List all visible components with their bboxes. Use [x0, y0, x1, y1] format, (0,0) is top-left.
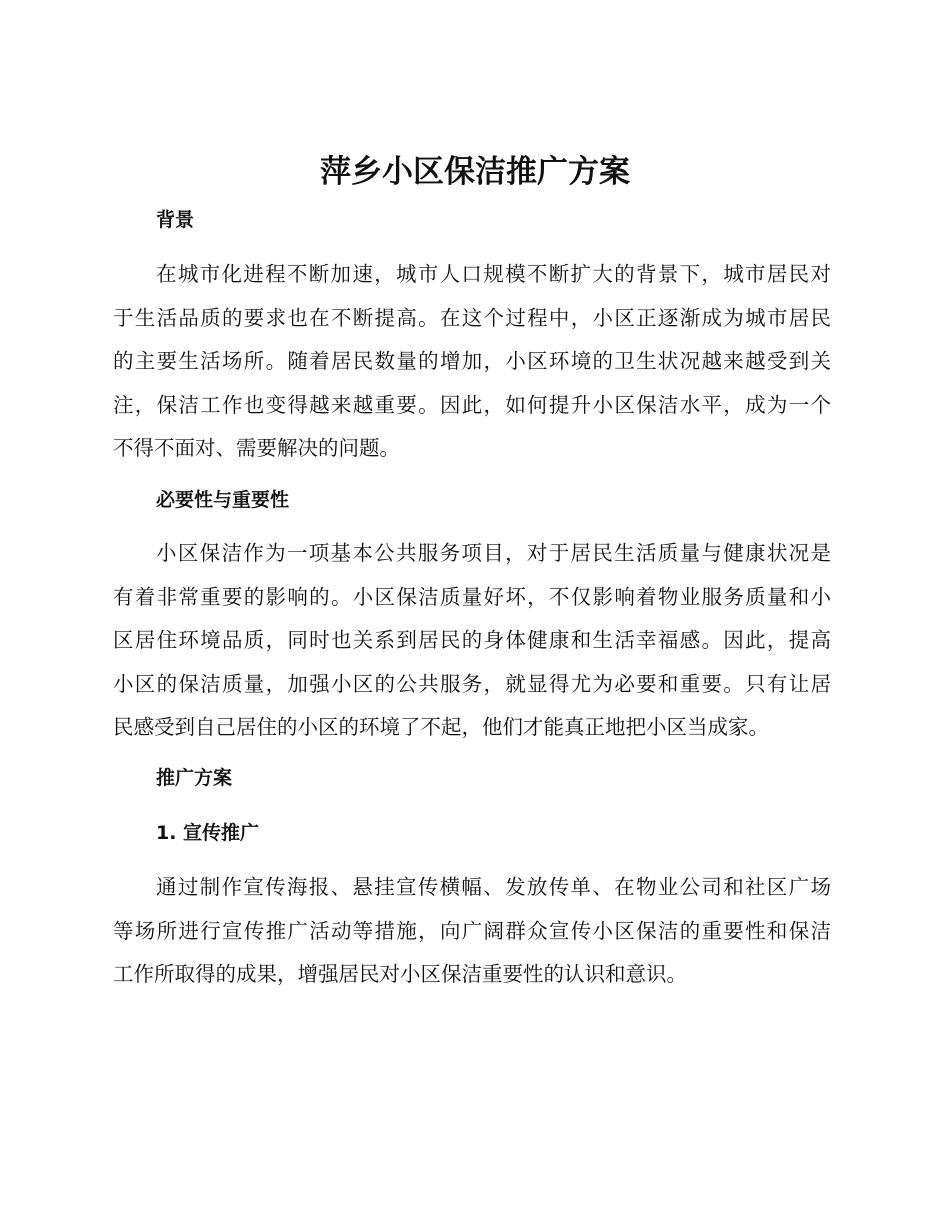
document-title: 萍乡小区保洁推广方案 [320, 154, 630, 190]
paragraph-line: 的主要生活场所。随着居民数量的增加，小区环境的卫生状况越来越受到关 [113, 349, 831, 373]
paragraph-necessity [113, 532, 831, 750]
paragraph-line: 于生活品质的要求也在不断提高。在这个过程中，小区正逐渐成为城市居民 [113, 305, 831, 330]
paragraph-line: 注，保洁工作也变得越来越重要。因此，如何提升小区保洁水平，成为一个 [113, 392, 831, 417]
paragraph-line: 工作所取得的成果，增强居民对小区保洁重要性的认识和意识。 [113, 962, 687, 986]
section-heading-background: 背景 [156, 209, 195, 231]
paragraph-background [113, 253, 831, 471]
paragraph-line: 在城市化进程不断加速，城市人口规模不断扩大的背景下，城市居民对 [156, 262, 831, 286]
paragraph-line: 等场所进行宣传推广活动等措施，向广阔群众宣传小区保洁的重要性和保洁 [113, 918, 831, 943]
paragraph-publicity [113, 866, 831, 997]
section-heading-necessity: 必要性与重要性 [156, 489, 290, 511]
paragraph-line: 通过制作宣传海报、悬挂宣传横幅、发放传单、在物业公司和社区广场 [156, 875, 831, 899]
section-heading-promotion-plan: 推广方案 [156, 767, 233, 789]
paragraph-line: 民感受到自己居住的小区的环境了不起，他们才能真正地把小区当成家。 [113, 715, 769, 739]
paragraph-line: 有着非常重要的影响的。小区保洁质量好坏，不仅影响着物业服务质量和小 [113, 584, 831, 609]
paragraph-line: 小区的保洁质量，加强小区的公共服务，就显得尤为必要和重要。只有让居 [113, 671, 831, 696]
paragraph-line: 小区保洁作为一项基本公共服务项目，对于居民生活质量与健康状况是 [156, 541, 831, 565]
paragraph-line: 区居住环境品质，同时也关系到居民的身体健康和生活幸福感。因此，提高 [113, 628, 831, 652]
subsection-heading-publicity: 1. 宣传推广 [156, 822, 260, 844]
paragraph-line: 不得不面对、需要解决的问题。 [113, 436, 400, 460]
